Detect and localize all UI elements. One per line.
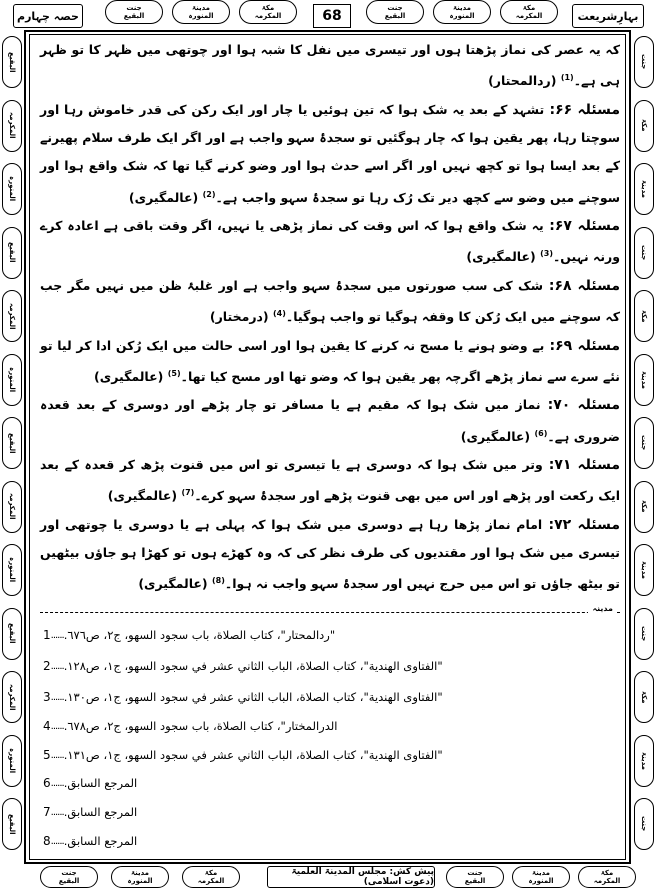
footnote-number: 4 xyxy=(43,719,51,733)
main-text xyxy=(40,36,620,599)
pill-line-2: المکرمہ xyxy=(254,12,282,20)
footnote-dots: ...... xyxy=(50,777,64,789)
citation: (درمختار) xyxy=(209,309,273,325)
side-pill-right xyxy=(634,671,654,723)
footnote-dots: ...... xyxy=(50,660,64,672)
side-pill-label: مکۃ xyxy=(640,500,648,513)
side-pill-left xyxy=(2,36,22,88)
paragraph-text: نماز میں شک ہوا کہ مقیم ہے یا مسافر تو چار پڑھے اور دوسری کے بعد قعدہ ضروری ہے۔ xyxy=(40,397,620,444)
side-pill-right xyxy=(634,354,654,406)
paragraph-text: تشہد کے بعد یہ شک ہوا کہ تین ہوئیں یا چار اور ایک رکن کی قدر خاموش رہا اور سوچتا رہا، پھر یقین ہوا کہ چار ہوگئیں تو سجدۂ سہو واجب ہے اور اگر ایک طرف سلام پھیرنے کے بعد ایسا ہوا تو کچھ نہیں اور اگر اسے حدث ہوا اور وضو کرنے گیا تھا کہ شک واقع ہوا اور سوچنے میں وضو سے کچھ دیر تک رُک رہا تو سجدۂ سہو واجب ہے۔ xyxy=(40,101,620,205)
side-pill-label: جنت xyxy=(640,54,648,70)
section-label: حصہ چہارم xyxy=(13,4,83,28)
pill-line-2: المنورہ xyxy=(449,12,475,20)
pill-line-2: البقیع xyxy=(58,877,80,885)
footnote-ref[interactable]: (6) xyxy=(534,428,548,438)
footnote-ref[interactable]: (7) xyxy=(181,488,195,498)
footnote-item xyxy=(40,828,620,854)
side-pill-label: جنت xyxy=(640,435,648,451)
footnote-number: 8 xyxy=(43,834,51,848)
footer-pill-left-1 xyxy=(40,866,98,888)
side-pill-label: مکۃ xyxy=(640,119,648,132)
pill-line-1: مدینۃ xyxy=(532,869,550,877)
footnote-dots: ...... xyxy=(50,806,64,818)
side-pill-label: البقیع xyxy=(8,813,16,835)
publisher-credit: پیش کش: مجلس المدینۃ العلمیۃ (دعوت اسلامی) xyxy=(267,866,435,888)
side-pill-label: البقیع xyxy=(8,242,16,263)
footnote-ref[interactable]: (2) xyxy=(202,189,216,199)
header-pill-right-2 xyxy=(433,0,491,24)
pill-line-2: المنورہ xyxy=(528,877,554,885)
masala-heading: مسئلہ ۷۱: xyxy=(542,457,620,474)
side-pill-left xyxy=(2,354,22,406)
footnote-dots: ...... xyxy=(50,691,64,703)
paragraph xyxy=(40,332,620,392)
pill-line-1: جنت xyxy=(126,4,142,12)
footnote-separator xyxy=(40,612,620,613)
side-pill-label: مدینۃ xyxy=(640,561,648,579)
masala-heading: مسئلہ ۶۹: xyxy=(544,337,621,354)
footnote-dots: ...... xyxy=(50,749,64,761)
pill-line-1: جنت xyxy=(61,869,77,877)
masala-heading: مسئلہ ۶۷: xyxy=(543,218,620,235)
footer-pill-right-2 xyxy=(512,866,570,888)
pill-line-1: مکۃ xyxy=(522,4,536,12)
side-pill-label: مدینۃ xyxy=(640,370,648,389)
citation: (عالمگیری) xyxy=(94,369,168,385)
footer-pill-right-1 xyxy=(446,866,504,888)
footnote-item xyxy=(40,684,620,710)
side-pill-label: جنت xyxy=(640,625,648,642)
header-pill-left-3 xyxy=(239,0,297,24)
footnote-ref[interactable]: (1) xyxy=(560,73,574,83)
header-pill-right-3 xyxy=(500,0,558,24)
side-pill-label: مکۃ xyxy=(640,309,648,323)
side-pill-right xyxy=(634,481,654,533)
header-pill-left-1 xyxy=(105,0,163,24)
side-pill-left xyxy=(2,290,22,342)
side-pill-label: المکرمہ xyxy=(8,683,16,711)
paragraph-text: شک کی سب صورتوں میں سجدۂ سہو واجب ہے اور غلبۂ ظن میں نہیں مگر جب کہ سوچنے میں ایک رُکن کا وقفہ ہوگیا تو واجب ہوگیا۔ xyxy=(40,277,620,325)
footnote-number: 5 xyxy=(43,748,51,762)
footnote-text: "الفتاوى الهندية"، كتاب الصلاة، الباب الثاني عشر في سجود السهو، ج١، ص١٢٨. xyxy=(63,659,443,673)
side-pill-right xyxy=(634,290,654,342)
footnote-number: 7 xyxy=(43,805,51,819)
paragraph xyxy=(40,36,620,96)
side-pill-label: المکرمہ xyxy=(8,302,16,330)
footer-pill-left-3 xyxy=(182,866,240,888)
footnote-number: 1 xyxy=(43,628,51,642)
separator-label: مدینہ xyxy=(588,604,617,613)
header-pill-left-2 xyxy=(172,0,230,24)
footnote-text: المرجع السابق. xyxy=(63,776,138,790)
citation: (عالمگیری) xyxy=(460,428,535,444)
footnote-item xyxy=(40,770,620,796)
paragraph xyxy=(40,511,620,599)
side-pill-label: البقیع xyxy=(8,432,16,454)
footnote-item xyxy=(40,653,620,679)
side-pill-right xyxy=(634,163,654,215)
footnote-text: المرجع السابق. xyxy=(63,805,138,819)
masala-heading: مسئلہ ۷۰: xyxy=(540,397,620,414)
pill-line-2: المکرمہ xyxy=(593,877,621,885)
footnote-number: 2 xyxy=(43,659,51,673)
paragraph xyxy=(40,391,620,451)
side-pill-right xyxy=(634,100,654,152)
footnote-text: الدرالمختار"، كتاب الصلاة، باب سجود السهو، ج٢، ص٦٧٨. xyxy=(63,719,338,733)
side-pill-right xyxy=(634,608,654,660)
pill-line-2: البقیع xyxy=(464,877,486,885)
side-pill-label: المکرمہ xyxy=(8,112,16,139)
footnote-dots: ...... xyxy=(50,629,64,641)
paragraph xyxy=(40,451,620,511)
footnote-ref[interactable]: (3) xyxy=(540,249,553,259)
pill-line-2: المنورہ xyxy=(188,12,214,20)
footer-pill-left-2 xyxy=(111,866,169,888)
side-pill-left xyxy=(2,227,22,279)
side-pill-label: جنت xyxy=(640,816,648,832)
side-pill-left xyxy=(2,735,22,787)
pill-line-1: جنت xyxy=(467,869,483,877)
side-pill-label: مدینۃ xyxy=(640,180,648,198)
side-pill-left xyxy=(2,608,22,660)
footnote-text: المرجع السابق. xyxy=(63,834,138,848)
side-pill-label: مکۃ xyxy=(640,690,648,704)
side-pill-left xyxy=(2,417,22,469)
footnote-number: 3 xyxy=(43,690,51,704)
footnote-item xyxy=(40,622,620,648)
citation: (عالمگیری) xyxy=(466,249,541,265)
footnote-number: 6 xyxy=(43,776,51,790)
pill-line-2: المکرمہ xyxy=(515,12,543,20)
side-pill-right xyxy=(634,798,654,850)
paragraph xyxy=(40,96,620,212)
pill-line-1: مدینۃ xyxy=(131,869,149,877)
paragraph-text: کہ یہ عصر کی نماز پڑھتا ہوں اور تیسری میں نفل کا شبہ ہوا اور چوتھی میں ظہر کا تو ظہر ہی ہے۔ xyxy=(40,42,620,89)
citation: (عالمگیری) xyxy=(138,576,213,592)
side-pill-label: المکرمہ xyxy=(8,493,16,520)
side-pill-right xyxy=(634,735,654,787)
citation: (عالمگیری) xyxy=(128,189,203,205)
footnote-text: "ردالمحتار"، كتاب الصلاة، باب سجود السهو، ج٢، ص٦٧٦. xyxy=(63,628,336,642)
footnote-dots: ...... xyxy=(50,720,64,732)
side-pill-left xyxy=(2,671,22,723)
masala-heading: مسئلہ ۶۸: xyxy=(543,277,621,294)
paragraph-text: امام نماز پڑھا رہا ہے دوسری میں شک ہوا کہ پہلی ہے یا دوسری یا چوتھی اور تیسری میں شک ہوا اور مقتدیوں کی طرف نظر کی کہ وہ کھڑے ہوں تو کھڑا ہو جاؤں بیٹھیں تو بیٹھ جاؤں تو اس میں حرج نہیں اور سجدۂ سہو واجب نہ ہوا۔ xyxy=(40,516,620,592)
footnote-ref[interactable]: (8) xyxy=(212,576,225,586)
side-pill-left xyxy=(2,481,22,533)
side-pill-left xyxy=(2,163,22,215)
header-pill-right-1 xyxy=(366,0,424,24)
side-pill-left xyxy=(2,100,22,152)
masala-heading: مسئلہ ۶۶: xyxy=(544,101,621,118)
paragraph xyxy=(40,212,620,272)
side-pill-label: البقیع xyxy=(8,51,16,73)
footnote-item xyxy=(40,799,620,825)
side-pill-left xyxy=(2,798,22,850)
book-title: بہارِشریعت xyxy=(572,4,644,28)
pill-line-2: المکرمہ xyxy=(197,877,225,885)
paragraph-text: بے وضو ہونے یا مسح نہ کرنے کا یقین ہوا اور اسی حالت میں ایک رُکن ادا کر لیا تو نئے سرے سے نماز پڑھے اگرچہ پھر یقین ہوا کہ وضو تھا اور مسح کیا تھا۔ xyxy=(40,337,620,385)
pill-line-1: مکۃ xyxy=(261,4,275,12)
footnote-ref[interactable]: (4) xyxy=(273,309,286,319)
footer-pill-right-3 xyxy=(578,866,636,888)
footnote-item xyxy=(40,742,620,768)
footnote-ref[interactable]: (5) xyxy=(167,368,181,378)
paragraph-text: وتر میں شک ہوا کہ دوسری ہے یا تیسری تو اس میں قنوت پڑھ کر قعدہ کے بعد ایک رکعت اور پڑھے اور اس میں بھی قنوت پڑھے اور سجدۂ سہو کرے۔ xyxy=(40,457,620,504)
paragraph-text: یہ شک واقع ہوا کہ اس وقت کی نماز پڑھی یا نہیں، اگر وقت باقی ہے اعادہ کرے ورنہ نہیں۔ xyxy=(40,218,620,265)
pill-line-2: المنورہ xyxy=(127,877,153,885)
footnote-text: "الفتاوى الهندية"، كتاب الصلاة، الباب الثاني عشر في سجود السهو، ج١، ص١٣١. xyxy=(63,748,443,762)
side-pill-label: المنورہ xyxy=(8,176,16,202)
pill-line-1: مدینۃ xyxy=(453,4,471,12)
pill-line-1: مدینۃ xyxy=(192,4,210,12)
side-pill-label: جنت xyxy=(640,244,648,261)
pill-line-2: البقیع xyxy=(123,12,145,20)
side-pill-label: مدینۃ xyxy=(640,751,648,770)
citation: (ردالمحتار) xyxy=(488,73,561,89)
pill-line-2: البقیع xyxy=(384,12,406,20)
page-number: 68 xyxy=(313,4,351,28)
side-pill-left xyxy=(2,544,22,596)
side-pill-right xyxy=(634,36,654,88)
masala-heading: مسئلہ ۷۲: xyxy=(542,516,620,533)
pill-line-1: مکۃ xyxy=(204,869,218,877)
side-pill-right xyxy=(634,417,654,469)
pill-line-1: مکۃ xyxy=(600,869,614,877)
side-pill-label: البقیع xyxy=(8,623,16,644)
side-pill-label: المنورہ xyxy=(8,557,16,583)
side-pill-label: المنورہ xyxy=(8,366,16,393)
pill-line-1: جنت xyxy=(387,4,403,12)
footnote-dots: ...... xyxy=(50,835,64,847)
side-pill-right xyxy=(634,227,654,279)
paragraph xyxy=(40,272,620,332)
side-pill-right xyxy=(634,544,654,596)
footnote-item xyxy=(40,713,620,739)
side-pill-label: المنورہ xyxy=(8,747,16,774)
footnote-text: "الفتاوى الهندية"، كتاب الصلاة، الباب الثاني عشر في سجود السهو، ج١، ص١٣٠. xyxy=(63,690,443,704)
citation: (عالمگیری) xyxy=(107,488,182,504)
